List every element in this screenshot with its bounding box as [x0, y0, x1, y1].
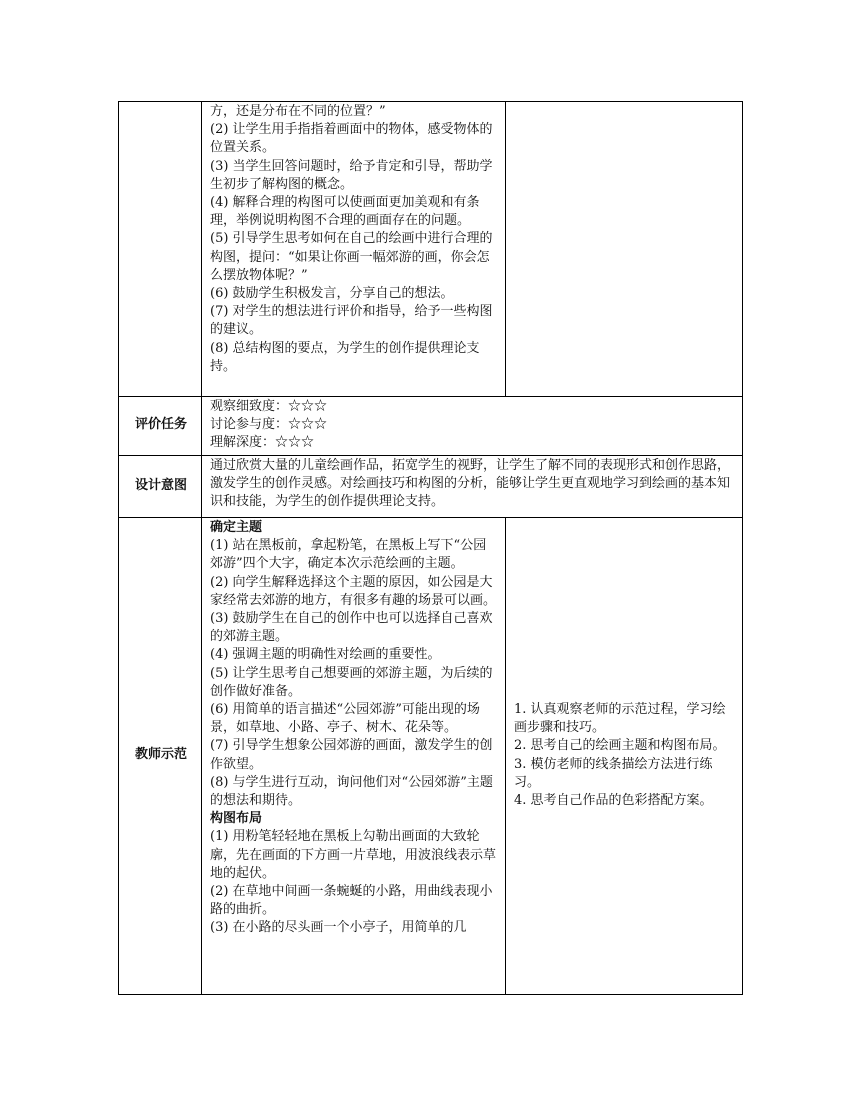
student-step: 3. 模仿老师的线条描绘方法进行练习。 — [514, 756, 713, 790]
student-step: 1. 认真观察老师的示范过程，学习绘画步骤和技巧。 — [514, 701, 726, 736]
demo-step: (2) 向学生解释选择这个主题的原因，如公园是大家经常去郊游的地方，有很多有趣的场景可以画。 — [210, 574, 497, 608]
teacher-demo-content-cell — [202, 518, 506, 995]
student-activity-cell — [506, 518, 743, 995]
demo-step: (2) 在草地中间画一条蜿蜒的小路，用曲线表现小路的曲折。 — [210, 884, 493, 918]
demo-step: (7) 引导学生想象公园郊游的画面，激发学生的创作欲望。 — [210, 738, 493, 772]
design-intent-text: 通过欣赏大量的儿童绘画作品，拓宽学生的视野，让学生了解不同的表现形式和创作思路，激发学生的创作灵感。对绘画技巧和构图的分析，能够让学生更直观地学习到绘画的基本知识和技能，为学生的创作提供理论支持。 — [202, 456, 743, 518]
evaluation-label: 评价任务 — [119, 397, 202, 456]
content-line: 方，还是分布在不同的位置？” — [210, 104, 386, 119]
demo-step: (6) 用简单的语言描述“公园郊游”可能出现的场景，如草地、小路、亭子、树木、花朵等。 — [210, 702, 480, 736]
demo-step: (3) 在小路的尽头画一个小亭子，用简单的几 — [210, 920, 467, 936]
teacher-demo-label: 教师示范 — [119, 518, 202, 995]
design-intent-row — [119, 456, 743, 518]
section-title-layout: 构图布局 — [210, 811, 263, 827]
evaluation-row — [119, 397, 743, 456]
content-line: (4) 解释合理的构图可以使画面更加美观和有条理，举例说明构图不合理的画面存在的问题。 — [210, 195, 480, 229]
evaluation-item: 讨论参与度：☆☆☆ — [210, 417, 328, 433]
activity-label-cell — [119, 102, 202, 397]
activity-content-cell — [202, 102, 506, 397]
content-line: (7) 对学生的想法进行评价和指导，给予一些构图的建议。 — [210, 304, 493, 338]
content-line: (3) 当学生回答问题时，给予肯定和引导，帮助学生初步了解构图的概念。 — [210, 158, 493, 192]
evaluation-item: 理解深度：☆☆☆ — [210, 435, 315, 451]
content-line: (5) 引导学生思考如何在自己的绘画中进行合理的构图，提问：“如果让你画一幅郊游的画，你会怎么摆放物体呢？” — [210, 231, 493, 283]
lesson-plan-table — [118, 101, 743, 995]
demo-step: (1) 站在黑板前，拿起粉笔，在黑板上写下“公园郊游”四个大字，确定本次示范绘画的主题。 — [210, 538, 487, 572]
student-step: 4. 思考自己作品的色彩搭配方案。 — [514, 792, 713, 808]
student-step: 2. 思考自己的绘画主题和构图布局。 — [514, 738, 726, 754]
demo-step: (3) 鼓励学生在自己的创作中也可以选择自己喜欢的郊游主题。 — [210, 611, 493, 645]
content-line: (2) 让学生用手指指着画面中的物体，感受物体的位置关系。 — [210, 122, 493, 156]
content-line: (8) 总结构图的要点，为学生的创作提供理论支持。 — [210, 340, 480, 374]
section-title-theme: 确定主题 — [210, 520, 263, 535]
demo-step: (5) 让学生思考自己想要画的郊游主题，为后续的创作做好准备。 — [210, 665, 493, 699]
evaluation-item: 观察细致度：☆☆☆ — [210, 399, 328, 414]
activity-row — [119, 102, 743, 397]
demo-step: (1) 用粉笔轻轻地在黑板上勾勒出画面的大致轮廓，先在画面的下方画一片草地，用波浪线表示草地的起伏。 — [210, 829, 497, 881]
activity-student-cell — [506, 102, 743, 397]
demo-step: (4) 强调主题的明确性对绘画的重要性。 — [210, 647, 441, 663]
evaluation-content-cell — [202, 397, 743, 456]
demo-step: (8) 与学生进行互动，询问他们对“公园郊游”主题的想法和期待。 — [210, 774, 493, 809]
design-intent-label: 设计意图 — [119, 456, 202, 518]
teacher-demo-row — [119, 518, 743, 995]
content-line: (6) 鼓励学生积极发言，分享自己的想法。 — [210, 286, 454, 302]
